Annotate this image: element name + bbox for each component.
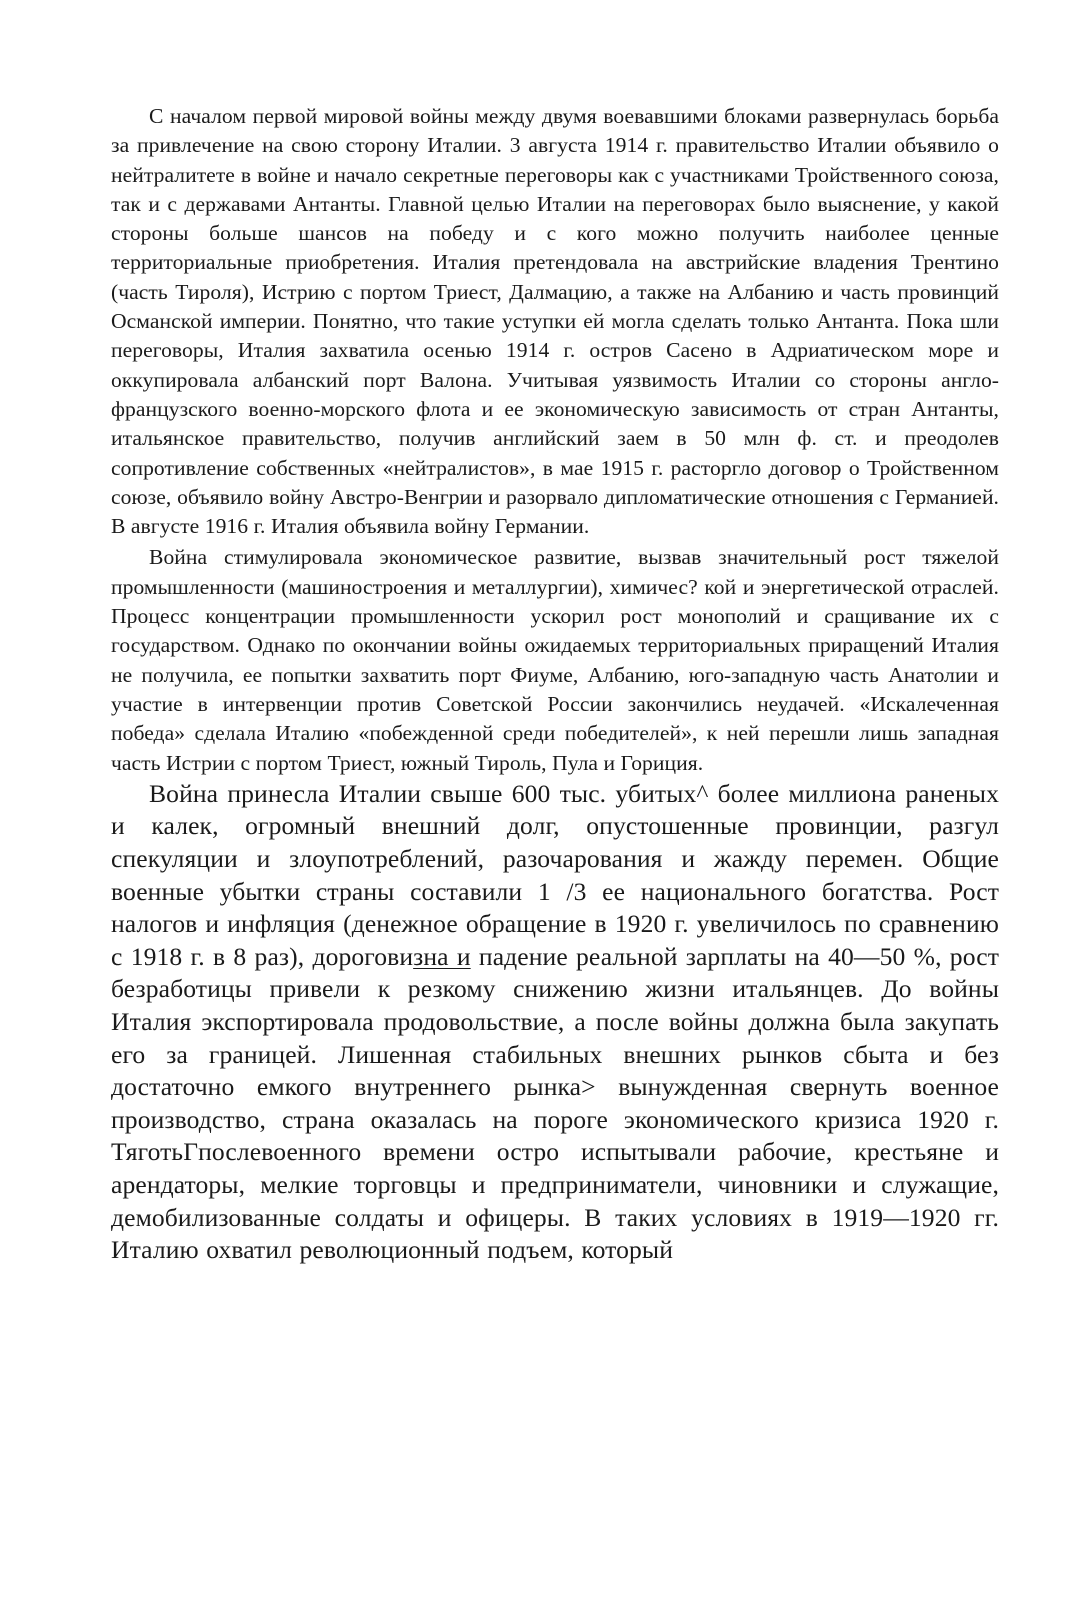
paragraph-2: Война стимулировала экономическое развитие, вызвав значительный рост тяжелой промышленности (машиностроения и металлургии), химичес? кой и энергетической отраслей. Процесс концентрации промышленности ускорил рост монополий и сращивание их с государством. Однако по окончании войны ожидаемых территориальных приращений Италия не получила, ее попытки захватить порт Фиуме, Албанию, юго-западную часть Анатолии и участие в интервенции против Советской России закончились неудачей. «Искалеченная победа» сделала Италию «побежденной среди победителей», к ней перешли лишь западная часть Истрии с портом Триест, южный Тироль, Пула и Гориция. bbox=[111, 545, 999, 775]
underlined-text: зна и bbox=[413, 941, 471, 971]
document-page bbox=[111, 102, 999, 1267]
paragraph-3-text-b: падение реальной зарплаты на 40—50 %, рост безработицы привели к резкому снижению жизни итальянцев. До войны Италия экспортировала продовольствие, а после войны должна была закупать его за границей. Лишенная стабильных внешних рынков сбыта и без достаточно емкого внутреннего рынка> вынужденная свернуть военное производство, страна оказалась на пороге экономического кризиса 1920 г. ТяготьГпослевоенного времени остро испытывали рабочие, крестьяне и арендаторы, мелкие торговцы и предприниматели, чиновники и служащие, демобилизованные солдаты и офицеры. В таких условиях в 1919—1920 гг. Италию охватил революционный подъем, который bbox=[111, 941, 999, 1265]
paragraph-1: С началом первой мировой войны между двумя воевавшими блоками развернулась борьба за привлечение на свою сторону Италии. 3 августа 1914 г. правительство Италии объявило о нейтралитете в войне и начало секретные переговоры как с участниками Тройственного союза, так и с державами Антанты. Главной целью Италии на переговорах было выяснение, у какой стороны больше шансов на победу и с кого можно получить наиболее ценные территориальные приобретения. Италия претендовала на австрийские владения Трентино (часть Тироля), Истрию с портом Триест, Далмацию, а также на Албанию и часть провинций Османской империи. Понятно, что такие уступки ей могла сделать только Антанта. Пока шли переговоры, Италия захватила осенью 1914 г. остров Сасено в Адриатическом море и оккупировала албанский порт Валона. Учитывая уязвимость Италии со стороны англофранцузского военно-морского флота и ее экономическую зависимость от стран Антанты, итальянское правительство, получив английский заем в 50 млн ф. ст. и преодолев сопротивление собственных «нейтралистов», в мае 1915 г. расторгло договор о Тройственном союзе, объявило войну Австро-Венгрии и разорвало дипломатические отношения с Германией. В августе 1916 г. Италия объявила войну Германии. bbox=[111, 104, 999, 539]
paragraph-3 bbox=[111, 778, 999, 1267]
paragraph-3-text-a: Война принесла Италии свыше 600 тыс. убитых^ более миллиона раненых и калек, огромный внешний долг, опустошенные провинции, разгул спекуляции и злоупотреблений, разочарования и жажду перемен. Общие военные убытки страны составили 1 /3 ее национального богатства. Рост налогов и инфляция (денежное обращение в 1920 г. увеличилось по сравнению с 1918 г. в 8 раз), дорогови bbox=[111, 778, 999, 971]
